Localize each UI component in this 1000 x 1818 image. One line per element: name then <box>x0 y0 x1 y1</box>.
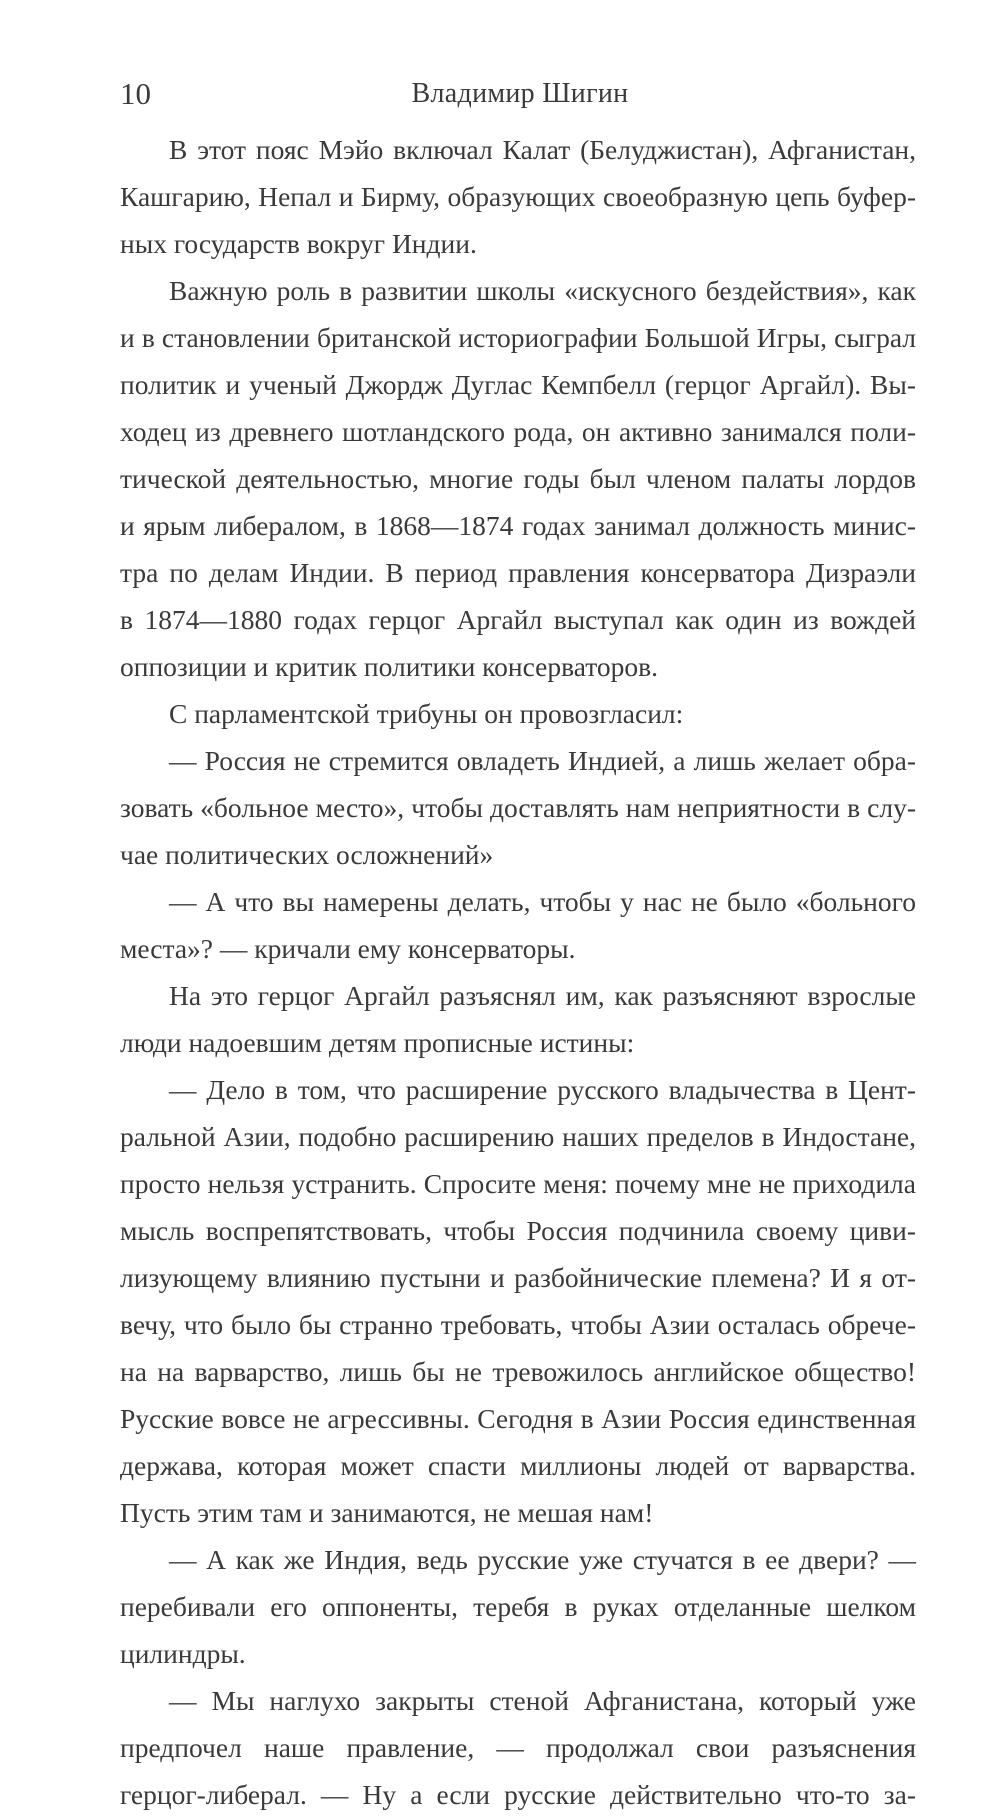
text-line: на на варварство, лишь бы не тревожилось английское общество! <box>120 1356 916 1387</box>
text-line: вечу, что было бы странно требовать, чтобы Азии осталась обрече- <box>120 1309 916 1340</box>
text-line: и в становлении британской историографии Большой Игры, сыграл <box>120 322 916 353</box>
text-line: ходец из древнего шотландского рода, он активно занимался поли- <box>120 416 916 447</box>
text-line: тра по делам Индии. В период правления консерватора Дизраэли <box>120 557 916 588</box>
paragraph <box>120 690 916 737</box>
text-line: — А как же Индия, ведь русские уже стучатся в ее двери? — <box>169 1544 916 1575</box>
text-line: держава, которая может спасти миллионы людей от варварства. <box>120 1450 916 1481</box>
text-line: В этот пояс Мэйо включал Калат (Белуджистан), Афганистан, <box>169 134 916 165</box>
text-line: Кашгарию, Непал и Бирму, образующих своеобразную цепь буфер- <box>120 181 916 212</box>
text-line: и ярым либералом, в 1868—1874 годах занимал должность минис- <box>120 510 916 541</box>
paragraph <box>120 1677 916 1818</box>
body-text <box>120 126 916 1818</box>
text-line: перебивали его оппоненты, теребя в руках отделанные шелком <box>120 1591 916 1622</box>
text-line: — А что вы намерены делать, чтобы у нас не было «больного <box>169 886 916 917</box>
text-line: чае политических осложнений» <box>120 839 494 870</box>
text-line: — Россия не стремится овладеть Индией, а лишь желает обра- <box>169 745 916 776</box>
text-line: цилиндры. <box>120 1638 246 1669</box>
text-line: зовать «больное место», чтобы доставлять нам неприятности в слу- <box>120 792 916 823</box>
paragraph <box>120 737 916 878</box>
paragraph <box>120 1536 916 1677</box>
text-line: оппозиции и критик политики консерваторов. <box>120 651 658 682</box>
text-line: На это герцог Аргайл разъяснял им, как разъясняют взрослые <box>169 980 916 1011</box>
text-line: С парламентской трибуны он провозгласил: <box>169 698 684 729</box>
text-line: предпочел наше правление, — продолжал свои разъяснения <box>120 1732 916 1763</box>
text-line: ных государств вокруг Индии. <box>120 228 477 259</box>
text-line: места»? — кричали ему консерваторы. <box>120 933 576 964</box>
paragraph <box>120 267 916 690</box>
text-line: Русские вовсе не агрессивны. Сегодня в Азии Россия единственная <box>120 1403 916 1434</box>
paragraph <box>120 972 916 1066</box>
text-line: мысль воспрепятствовать, чтобы Россия подчинила своему циви- <box>120 1215 916 1246</box>
text-line: в 1874—1880 годах герцог Аргайл выступал как один из вождей <box>120 604 916 635</box>
running-header-author: Владимир Шигин <box>411 78 629 109</box>
text-line: Важную роль в развитии школы «искусного бездействия», как <box>169 275 916 306</box>
page-number: 10 <box>120 76 151 111</box>
running-header <box>120 74 920 114</box>
paragraph <box>120 878 916 972</box>
text-line: ральной Азии, подобно расширению наших пределов в Индостане, <box>120 1121 916 1152</box>
text-line: просто нельзя устранить. Спросите меня: почему мне не приходила <box>120 1168 916 1199</box>
text-line: — Мы наглухо закрыты стеной Афганистана, который уже <box>169 1685 916 1716</box>
text-line: — Дело в том, что расширение русского владычества в Цент- <box>169 1074 916 1105</box>
paragraph <box>120 1066 916 1536</box>
text-line: герцог-либерал. — Ну а если русские действительно что-то за- <box>120 1779 916 1810</box>
text-line: люди надоевшим детям прописные истины: <box>120 1027 635 1058</box>
text-line: Пусть этим там и занимаются, не мешая нам! <box>120 1497 654 1528</box>
text-line: тической деятельностью, многие годы был членом палаты лордов <box>120 463 916 494</box>
paragraph <box>120 126 916 267</box>
text-line: лизующему влиянию пустыни и разбойнические племена? И я от- <box>120 1262 916 1293</box>
text-line: политик и ученый Джордж Дуглас Кемпбелл (герцог Аргайл). Вы- <box>120 369 916 400</box>
